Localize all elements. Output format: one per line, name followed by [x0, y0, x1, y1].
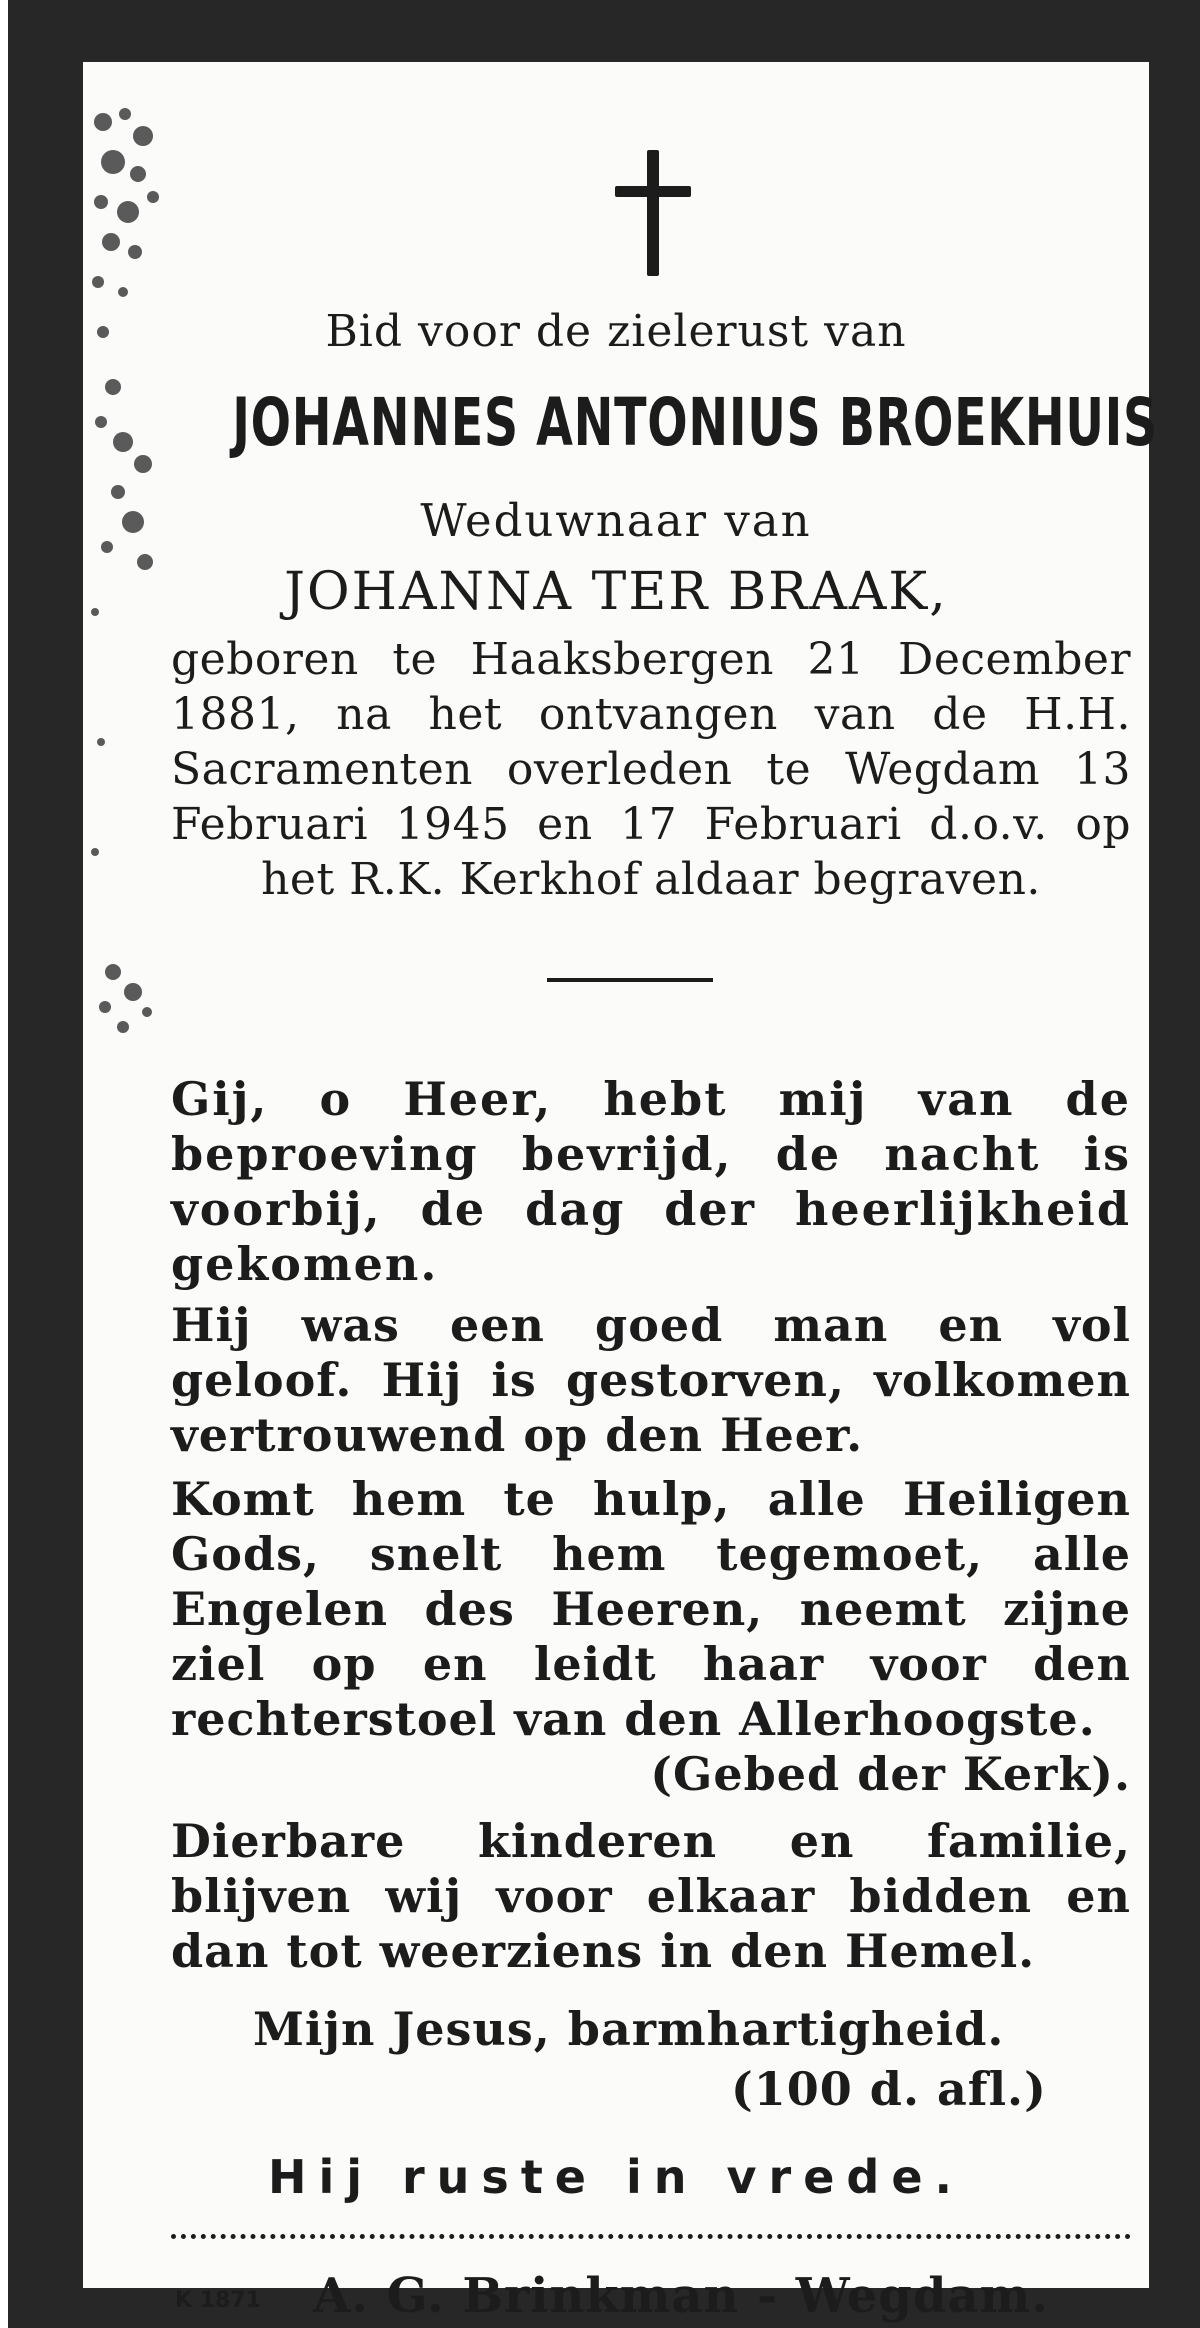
cross-icon	[615, 150, 691, 276]
card-paper	[83, 62, 1159, 2324]
spouse-name: JOHANNA TER BRAAK,	[284, 562, 948, 622]
deceased-name: JOHANNES ANTONIUS BROEKHUIS	[232, 384, 1159, 461]
verse-paragraph-3	[171, 1472, 1131, 1802]
indulgence-note: (100 d. afl.)	[731, 2062, 1047, 2116]
prayer-request: Bid voor de zielerust van	[325, 306, 907, 357]
biography: geboren te Haaksbergen 21 December 1881, na het ontvangen van de H.H. Sacramenten overleden te Wegdam 13 Februari 1945 en 17 Februari d.o.v. op het R.K. Kerkhof aldaar begraven.	[171, 634, 1131, 905]
print-code: K 1871	[175, 2288, 261, 2313]
printer-credit: A. G. Brinkman - Wegdam.	[313, 2268, 1050, 2324]
verse-paragraph-4: Dierbare kinderen en familie, blijven wij voor elkaar bidden en dan tot weerziens in den Hemel.	[171, 1814, 1131, 1978]
divider	[547, 978, 713, 982]
closing-line: Hij ruste in vrede.	[267, 2150, 965, 2204]
widower-label: Weduwnaar van	[420, 494, 812, 547]
verse-paragraph-2: Hij was een goed man en vol geloof. Hij is gestorven, volkomen vertrouwend op den Heer.	[171, 1298, 1131, 1462]
mourning-card	[8, 0, 1200, 2328]
verse-paragraph-3-text: Komt hem te hulp, alle Heiligen Gods, snelt hem tegemoet, alle Engelen des Heeren, neemt zijne ziel op en leidt haar voor den rechterstoel van den Allerhoogste.	[171, 1472, 1131, 1746]
verse-paragraph-1: Gij, o Heer, hebt mij van de beproeving bevrijd, de nacht is voorbij, de dag der heerlijkheid gekomen.	[171, 1072, 1131, 1291]
prayer-line: Mijn Jesus, barmhartigheid.	[253, 2002, 1005, 2056]
verse-paragraph-3-source: (Gebed der Kerk).	[650, 1747, 1131, 1801]
dotted-divider	[171, 2234, 1131, 2239]
